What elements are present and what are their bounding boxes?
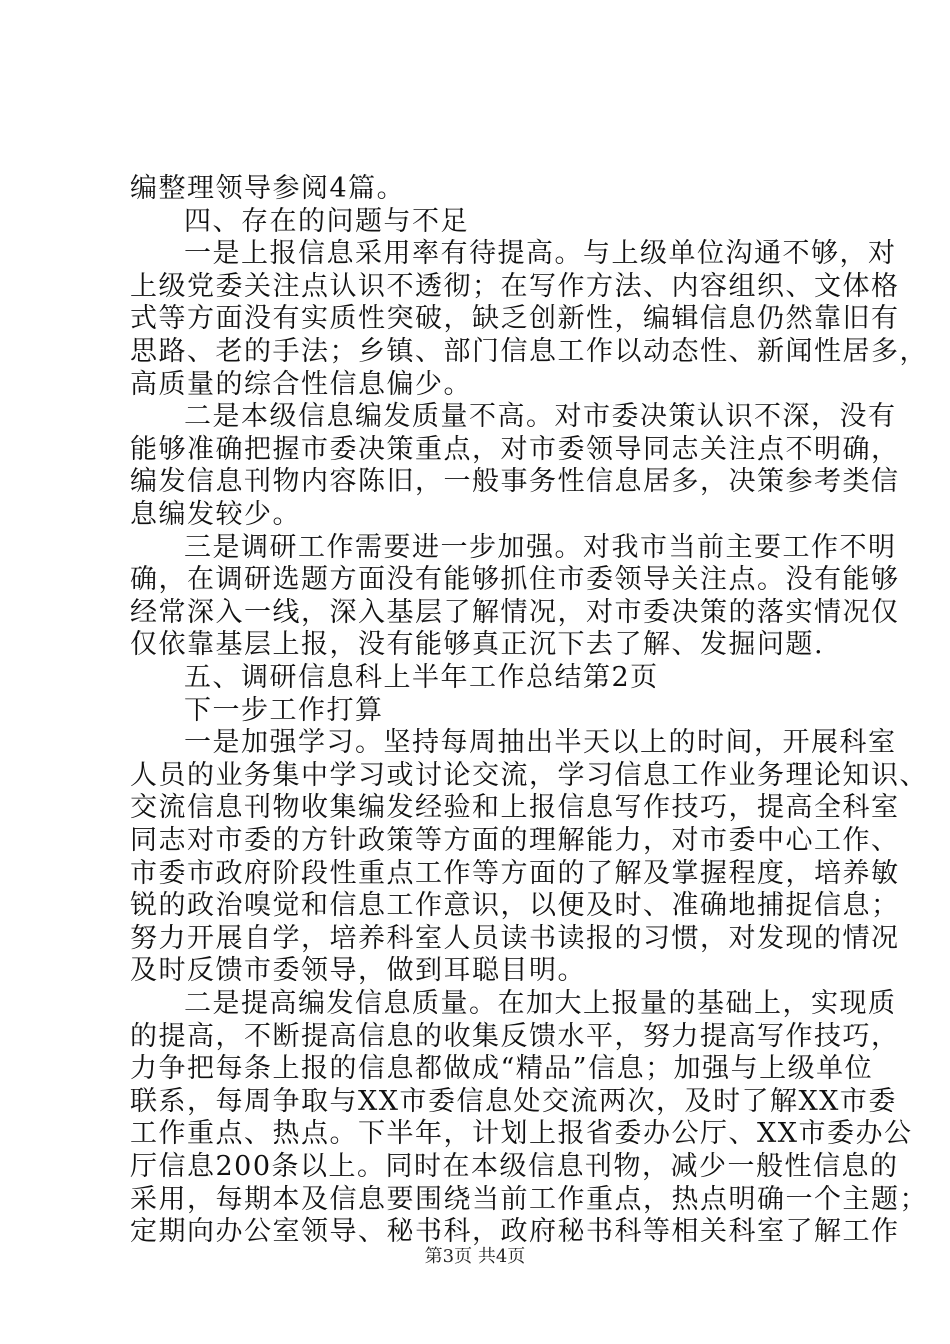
text-line: 经常深入一线，深入基层了解情况，对市委决策的落实情况仅 [130, 597, 900, 628]
text-line: 同志对市委的方针政策等方面的理解能力，对市委中心工作、 [130, 825, 900, 856]
text-line: 能够准确把握市委决策重点，对市委领导同志关注点不明确， [130, 434, 900, 465]
text-line: 交流信息刊物收集编发经验和上报信息写作技巧，提高全科室 [130, 792, 900, 823]
text-line: 一是上报信息采用率有待提高。与上级单位沟通不够，对 [184, 238, 897, 269]
text-line: 定期向办公室领导、秘书科，政府秘书科等相关科室了解工作 [130, 1216, 900, 1247]
text-line: 息编发较少。 [130, 499, 301, 530]
text-line: 三是调研工作需要进一步加强。对我市当前主要工作不明 [184, 532, 897, 563]
text-line: 二是提高编发信息质量。在加大上报量的基础上，实现质 [184, 988, 897, 1019]
text-line: 工作重点、热点。下半年，计划上报省委办公厅、XX市委办公 [130, 1118, 913, 1149]
text-line: 编整理领导参阅4篇。 [130, 173, 406, 204]
text-line: 一是加强学习。坚持每周抽出半天以上的时间，开展科室 [184, 727, 897, 758]
text-line: 努力开展自学，培养科室人员读书读报的习惯，对发现的情况 [130, 923, 900, 954]
text-line: 的提高，不断提高信息的收集反馈水平，努力提高写作技巧， [130, 1021, 900, 1052]
page-footer: 第3页 共4页 [424, 1246, 526, 1267]
text-line: 人员的业务集中学习或讨论交流，学习信息工作业务理论知识、 [130, 760, 928, 791]
text-line: 及时反馈市委领导，做到耳聪目明。 [130, 955, 586, 986]
section-heading: 下一步工作打算 [184, 695, 384, 726]
text-line: 上级党委关注点认识不透彻；在写作方法、内容组织、文体格 [130, 271, 900, 302]
section-heading: 五、调研信息科上半年工作总结第2页 [184, 662, 659, 693]
text-line: 锐的政治嗅觉和信息工作意识，以便及时、准确地捕捉信息； [130, 890, 900, 921]
text-line: 力争把每条上报的信息都做成“精品”信息；加强与上级单位 [130, 1053, 874, 1084]
text-line: 确，在调研选题方面没有能够抓住市委领导关注点。没有能够 [130, 564, 900, 595]
text-line: 仅依靠基层上报，没有能够真正沉下去了解、发掘问题. [130, 629, 825, 660]
text-line: 采用，每期本及信息要围绕当前工作重点，热点明确一个主题； [130, 1184, 928, 1215]
text-line: 二是本级信息编发质量不高。对市委决策认识不深，没有 [184, 401, 897, 432]
text-line: 联系，每周争取与XX市委信息处交流两次，及时了解XX市委 [130, 1086, 897, 1117]
text-line: 思路、老的手法；乡镇、部门信息工作以动态性、新闻性居多， [130, 336, 928, 367]
text-line: 厅信息200条以上。同时在本级信息刊物，减少一般性信息的 [130, 1151, 899, 1182]
text-line: 市委市政府阶段性重点工作等方面的了解及掌握程度，培养敏 [130, 858, 900, 889]
section-heading: 四、存在的问题与不足 [184, 206, 469, 237]
text-line: 高质量的综合性信息偏少。 [130, 369, 472, 400]
text-line: 编发信息刊物内容陈旧，一般事务性信息居多，决策参考类信 [130, 466, 900, 497]
text-line: 式等方面没有实质性突破，缺乏创新性，编辑信息仍然靠旧有 [130, 303, 900, 334]
